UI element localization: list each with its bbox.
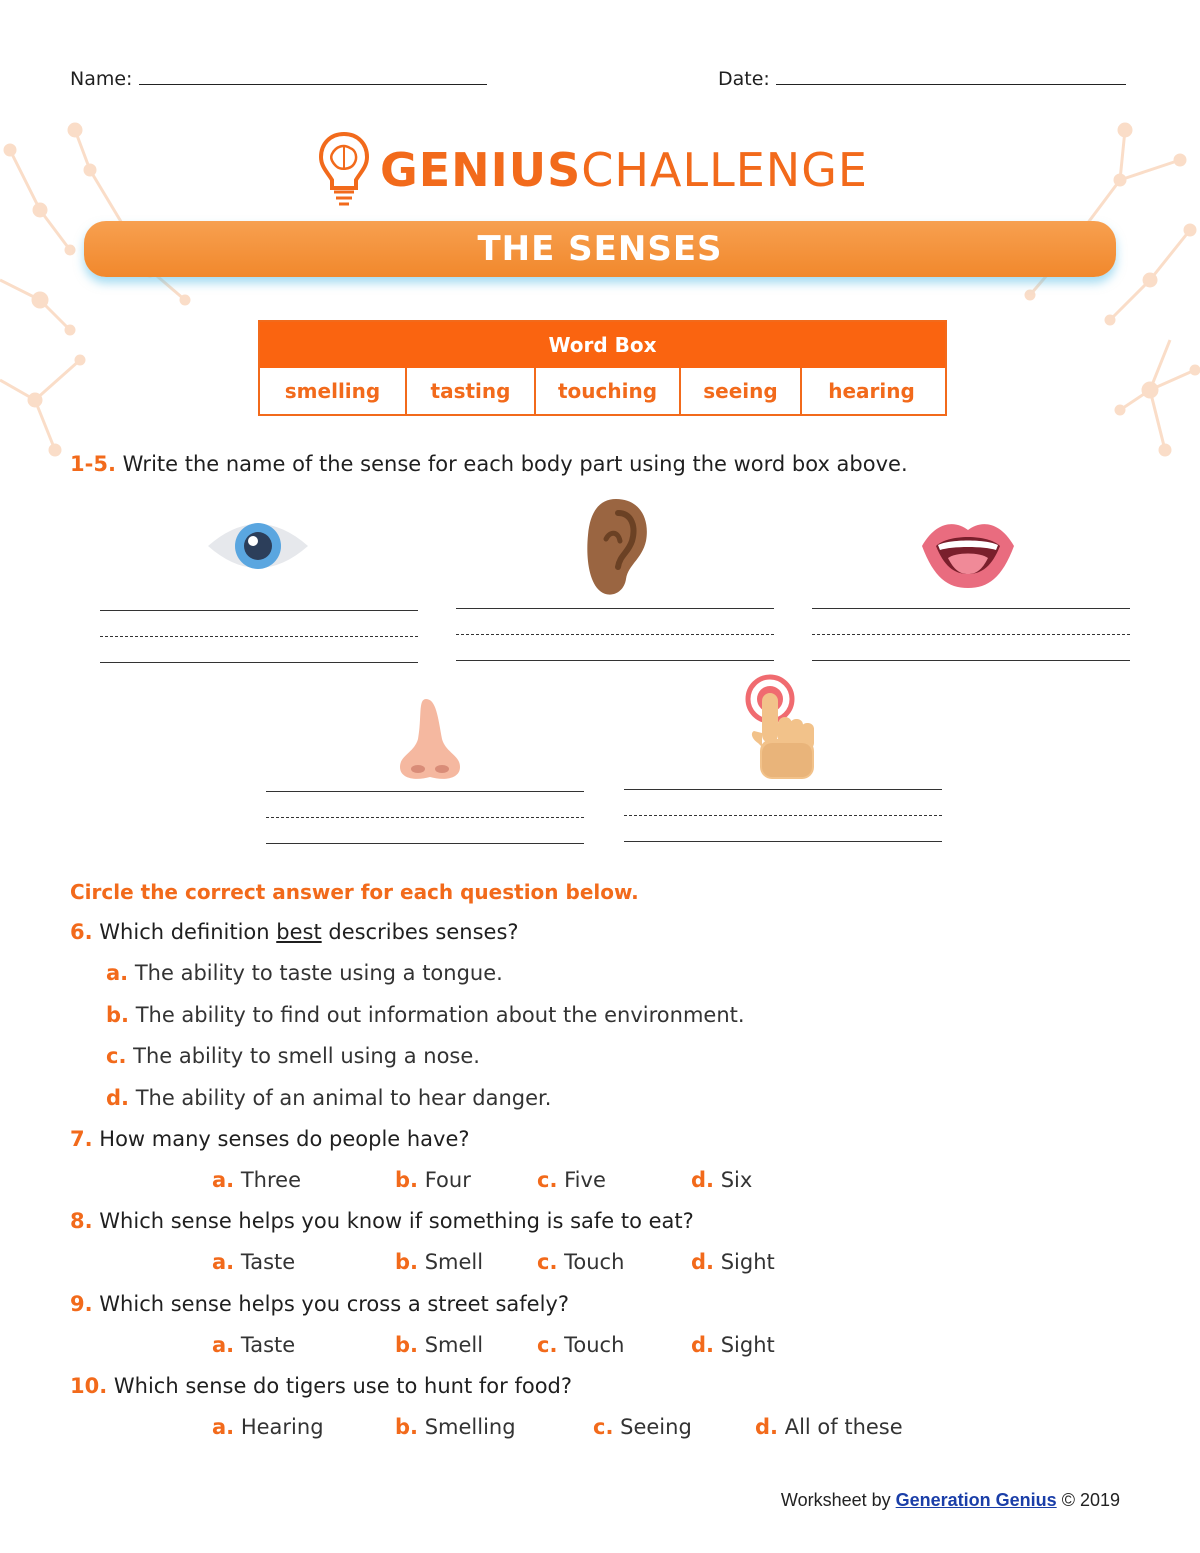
question-text: Which sense helps you cross a street safely? — [99, 1292, 569, 1316]
question-number: 8. — [70, 1209, 93, 1233]
answer-option[interactable]: d. Six — [691, 1168, 753, 1192]
finger-touch-icon — [744, 673, 824, 781]
footer-prefix: Worksheet by — [780, 1490, 896, 1510]
question-text: Which sense do tigers use to hunt for food? — [113, 1374, 573, 1398]
word-box-title: Word Box — [260, 322, 945, 368]
question-1-5 — [70, 452, 908, 476]
answer-option[interactable]: c. The ability to smell using a nose. — [106, 1044, 480, 1068]
question-number: 9. — [70, 1292, 93, 1316]
word-box — [258, 320, 947, 416]
word-box-cell: smelling — [260, 368, 407, 414]
answer-option[interactable]: c. Touch — [537, 1250, 625, 1274]
question-text: describes senses? — [321, 920, 519, 944]
question-text: Write the name of the sense for each body part using the word box above. — [122, 452, 908, 476]
ear-icon — [580, 495, 652, 601]
question-emphasis: best — [276, 920, 322, 944]
word-box-cell: tasting — [407, 368, 536, 414]
logo-text — [380, 143, 868, 197]
question-6 — [70, 920, 519, 944]
question-9 — [70, 1292, 569, 1316]
answer-option[interactable]: d. All of these — [755, 1415, 903, 1439]
answer-option[interactable]: b. Four — [395, 1168, 471, 1192]
answer-option[interactable]: a. Hearing — [212, 1415, 324, 1439]
circle-instruction: Circle the correct answer for each question below. — [70, 880, 639, 904]
word-box-cell: touching — [536, 368, 681, 414]
answer-option[interactable]: b. Smell — [395, 1333, 484, 1357]
title-banner — [84, 221, 1116, 277]
mouth-icon — [918, 512, 1018, 592]
eye-icon — [205, 512, 311, 580]
answer-option[interactable]: c. Seeing — [593, 1415, 692, 1439]
question-number: 6. — [70, 920, 93, 944]
genius-challenge-logo — [318, 128, 878, 212]
question-text: How many senses do people have? — [99, 1127, 470, 1151]
question-number: 10. — [70, 1374, 108, 1398]
logo-text-challenge: CHALLENGE — [581, 143, 868, 197]
page-title: THE SENSES — [477, 229, 723, 269]
lightbulb-brain-icon — [318, 130, 370, 210]
answer-option[interactable]: b. Smell — [395, 1250, 484, 1274]
generation-genius-link[interactable]: Generation Genius — [895, 1490, 1057, 1510]
question-number: 1-5. — [70, 452, 116, 476]
date-blank[interactable] — [776, 84, 1126, 85]
name-field[interactable] — [70, 68, 487, 90]
answer-option[interactable]: c. Five — [537, 1168, 606, 1192]
molecule-decoration-left — [0, 100, 200, 480]
molecule-decoration-right — [1000, 110, 1200, 480]
word-box-cell: seeing — [681, 368, 802, 414]
question-8 — [70, 1209, 694, 1233]
answer-option[interactable]: a. The ability to taste using a tongue. — [106, 961, 503, 985]
answer-option[interactable]: d. Sight — [691, 1333, 775, 1357]
logo-text-genius: GENIUS — [380, 143, 582, 197]
nose-icon — [396, 697, 464, 783]
question-7 — [70, 1127, 470, 1151]
answer-option[interactable]: d. Sight — [691, 1250, 775, 1274]
date-field[interactable] — [718, 68, 1126, 90]
answer-lines-5[interactable] — [624, 787, 942, 847]
answer-option[interactable]: d. The ability of an animal to hear danger. — [106, 1086, 552, 1110]
answer-option[interactable]: a. Taste — [212, 1250, 296, 1274]
name-blank[interactable] — [139, 84, 487, 85]
answer-option[interactable]: a. Three — [212, 1168, 301, 1192]
question-number: 7. — [70, 1127, 93, 1151]
footer-credit — [781, 1490, 1120, 1511]
answer-option[interactable]: a. Taste — [212, 1333, 296, 1357]
answer-option[interactable]: c. Touch — [537, 1333, 625, 1357]
question-10 — [70, 1374, 572, 1398]
name-label: Name: — [70, 68, 133, 90]
date-label: Date: — [718, 68, 770, 90]
answer-lines-2[interactable] — [456, 606, 774, 666]
footer-suffix: © 2019 — [1056, 1490, 1120, 1510]
answer-lines-3[interactable] — [812, 606, 1130, 666]
answer-option[interactable]: b. Smelling — [395, 1415, 516, 1439]
question-text: Which sense helps you know if something is safe to eat? — [99, 1209, 694, 1233]
answer-option[interactable]: b. The ability to find out information about the environment. — [106, 1003, 745, 1027]
question-text: Which definition — [99, 920, 277, 944]
word-box-cell: hearing — [828, 379, 915, 403]
answer-lines-1[interactable] — [100, 608, 418, 668]
answer-lines-4[interactable] — [266, 789, 584, 849]
